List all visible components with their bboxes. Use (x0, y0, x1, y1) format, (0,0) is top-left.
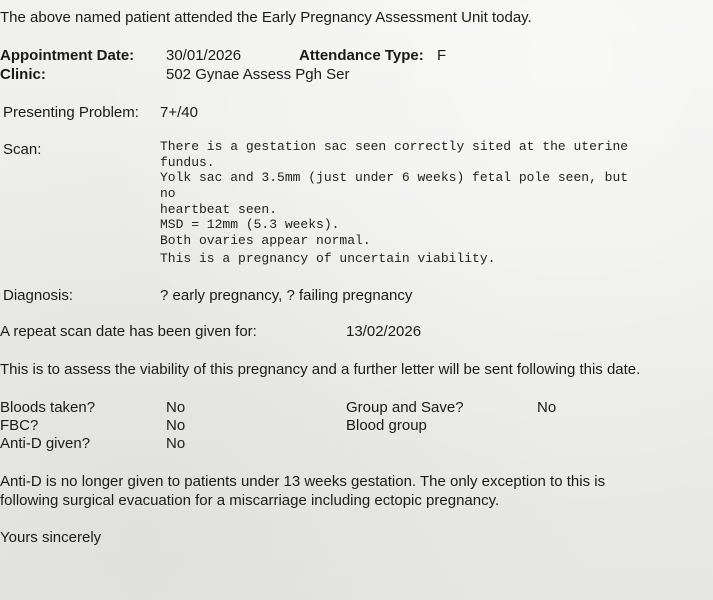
attendance-type-label: Attendance Type: (299, 47, 424, 64)
clinic-label: Clinic: (0, 66, 46, 83)
anti-d-note-line: Anti-D is no longer given to patients under 13 weeks gestation. The only exception to this is (0, 473, 606, 490)
scan-line: Yolk sac and 3.5mm (just under 6 weeks) fetal pole seen, but (160, 170, 629, 185)
anti-d-given-label: Anti-D given? (0, 435, 91, 452)
repeat-scan-label: A repeat scan date has been given for: (0, 323, 257, 340)
scan-line: This is a pregnancy of uncertain viability. (160, 251, 496, 266)
fbc-label: FBC? (0, 417, 39, 434)
anti-d-given-value: No (166, 435, 186, 452)
closing-text: Yours sincerely (0, 529, 102, 546)
scan-line: heartbeat seen. (160, 202, 278, 217)
intro-text: The above named patient attended the Early Pregnancy Assessment Unit today. (0, 9, 532, 26)
clinic-value: 502 Gynae Assess Pgh Ser (166, 66, 350, 83)
repeat-scan-date: 13/02/2026 (346, 323, 422, 340)
scan-line: fundus. (160, 155, 215, 170)
assess-viability-text: This is to assess the viability of this pregnancy and a further letter will be sent following this date. (0, 361, 641, 378)
fbc-value: No (166, 417, 186, 434)
diagnosis-label: Diagnosis: (3, 287, 74, 304)
presenting-problem-value: 7+/40 (160, 104, 198, 121)
diagnosis-value: ? early pregnancy, ? failing pregnancy (160, 287, 413, 304)
attendance-type-value: F (437, 47, 447, 64)
scan-line: Both ovaries appear normal. (160, 233, 371, 248)
group-and-save-label: Group and Save? (346, 399, 464, 416)
anti-d-note-line: following surgical evacuation for a miscarriage including ectopic pregnancy. (0, 492, 500, 509)
scan-line: There is a gestation sac seen correctly sited at the uterine (160, 139, 629, 154)
group-and-save-value: No (537, 399, 557, 416)
appointment-date-value: 30/01/2026 (166, 47, 242, 64)
bloods-taken-label: Bloods taken? (0, 399, 96, 416)
scan-label: Scan: (3, 141, 42, 158)
blood-group-label: Blood group (346, 417, 427, 434)
presenting-problem-label: Presenting Problem: (3, 104, 139, 121)
appointment-date-label: Appointment Date: (0, 47, 135, 64)
scan-line: MSD = 12mm (5.3 weeks). (160, 217, 340, 232)
bloods-taken-value: No (166, 399, 186, 416)
scan-line: no (160, 186, 176, 201)
